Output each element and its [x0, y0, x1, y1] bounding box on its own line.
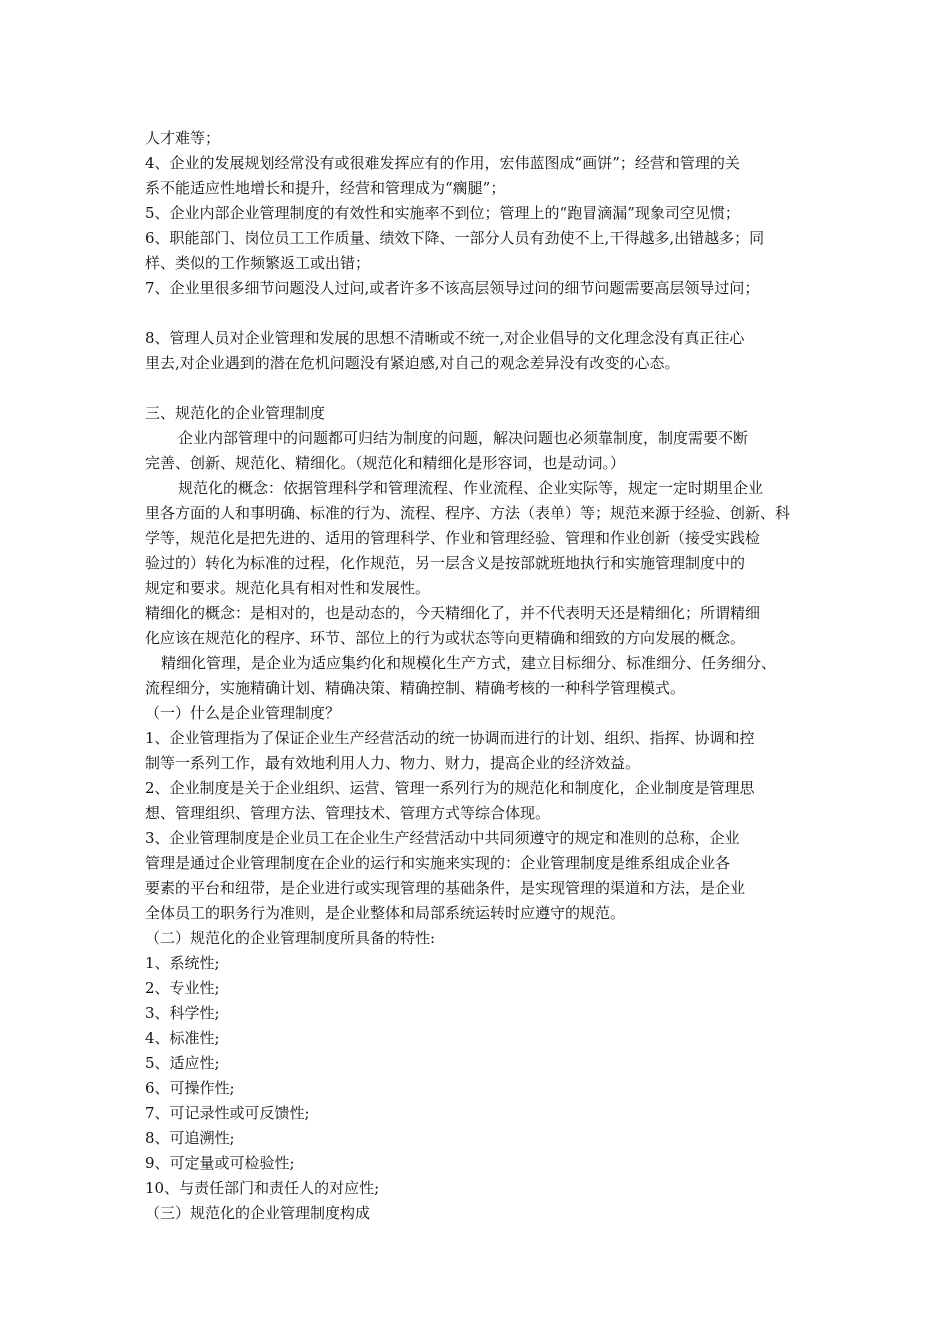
subsection-heading-2: （二）规范化的企业管理制度所具备的特性:	[145, 929, 436, 947]
property-item: 4、标准性;	[145, 1029, 220, 1047]
subsection-heading-3: （三）规范化的企业管理制度构成	[145, 1204, 371, 1222]
list-item-7: 7、企业里很多细节问题没人过问,或者许多不该高层领导过问的细节问题需要高层领导过问；	[145, 279, 760, 297]
list-item-6: 6、职能部门、岗位员工工作质量、绩效下降、一部分人员有劲使不上,干得越多,出错越多；同	[145, 229, 765, 247]
definition-item-3-continuation: 管理是通过企业管理制度在企业的运行和实施来实现的：企业管理制度是维系组成企业各	[145, 854, 731, 872]
property-item: 6、可操作性;	[145, 1079, 235, 1097]
paragraph-standardization-line: 规定和要求。规范化具有相对性和发展性。	[145, 579, 431, 597]
definition-item-3-continuation: 要素的平台和纽带，是企业进行或实现管理的基础条件，是实现管理的渠道和方法，是企业	[145, 879, 746, 897]
property-item: 2、专业性;	[145, 979, 220, 997]
property-item: 3、科学性;	[145, 1004, 220, 1022]
blank-line	[145, 376, 817, 401]
document-page	[145, 126, 817, 1226]
list-item-4: 4、企业的发展规划经常没有或很难发挥应有的作用，宏伟蓝图成“画饼”；经营和管理的关	[145, 154, 740, 172]
paragraph-refinement-continuation: 化应该在规范化的程序、环节、部位上的行为或状态等向更精确和细致的方向发展的概念。	[145, 629, 746, 647]
definition-item-1: 1、企业管理指为了保证企业生产经营活动的统一协调而进行的计划、组织、指挥、协调和控	[145, 729, 755, 747]
list-item-8: 8、管理人员对企业管理和发展的思想不清晰或不统一,对企业倡导的文化理念没有真正往心	[145, 329, 745, 347]
paragraph-standardization-line: 里各方面的人和事明确、标准的行为、流程、程序、方法（表单）等；规范来源于经验、创新、科	[145, 504, 791, 522]
paragraph-refined-management-continuation: 流程细分，实施精确计划、精确决策、精确控制、精确考核的一种科学管理模式。	[145, 679, 686, 697]
paragraph-standardization: 规范化的概念：依据管理科学和管理流程、作业流程、企业实际等，规定一定时期里企业	[178, 479, 764, 497]
definition-item-3-continuation: 全体员工的职务行为准则，是企业整体和局部系统运转时应遵守的规范。	[145, 904, 626, 922]
paragraph-intro-continuation: 完善、创新、规范化、精细化。（规范化和精细化是形容词，也是动词。）	[145, 454, 626, 472]
property-item: 5、适应性;	[145, 1054, 220, 1072]
paragraph-refinement: 精细化的概念：是相对的，也是动态的，今天精细化了，并不代表明天还是精细化；所谓精细	[145, 604, 761, 622]
property-item: 7、可记录性或可反馈性;	[145, 1104, 310, 1122]
list-item-5: 5、企业内部企业管理制度的有效性和实施率不到位；管理上的“跑冒滴漏”现象司空见惯；	[145, 204, 740, 222]
definition-item-3: 3、企业管理制度是企业员工在企业生产经营活动中共同须遵守的规定和准则的总称，企业	[145, 829, 740, 847]
paragraph-refined-management: 精细化管理，是企业为适应集约化和规模化生产方式，建立目标细分、标准细分、任务细分、	[161, 654, 777, 672]
property-item: 9、可定量或可检验性;	[145, 1154, 295, 1172]
list-item-4-continuation: 系不能适应性地增长和提升，经营和管理成为“瘸腿”；	[145, 179, 506, 197]
blank-line	[145, 301, 817, 326]
property-item: 8、可追溯性;	[145, 1129, 235, 1147]
paragraph-standardization-line: 验过的）转化为标准的过程，化作规范，另一层含义是按部就班地执行和实施管理制度中的	[145, 554, 746, 572]
property-item: 1、系统性;	[145, 954, 220, 972]
list-item-6-continuation: 样、类似的工作频繁返工或出错；	[145, 254, 371, 272]
subsection-heading-1: （一）什么是企业管理制度？	[145, 704, 341, 722]
definition-item-2-continuation: 想、管理组织、管理方法、管理技术、管理方式等综合体现。	[145, 804, 551, 822]
property-item: 10、与责任部门和责任人的对应性;	[145, 1179, 380, 1197]
list-item-8-continuation: 里去,对企业遇到的潜在危机问题没有紧迫感,对自己的观念差异没有改变的心态。	[145, 354, 680, 372]
section-heading-3: 三、规范化的企业管理制度	[145, 404, 326, 422]
list-item-3-continuation: 人才难等；	[145, 129, 221, 147]
definition-item-1-continuation: 制等一系列工作，最有效地利用人力、物力、财力，提高企业的经济效益。	[145, 754, 641, 772]
paragraph-intro: 企业内部管理中的问题都可归结为制度的问题，解决问题也必须靠制度，制度需要不断	[178, 429, 749, 447]
paragraph-standardization-line: 学等，规范化是把先进的、适用的管理科学、作业和管理经验、管理和作业创新（接受实践检	[145, 529, 761, 547]
definition-item-2: 2、企业制度是关于企业组织、运营、管理一系列行为的规范化和制度化，企业制度是管理思	[145, 779, 755, 797]
